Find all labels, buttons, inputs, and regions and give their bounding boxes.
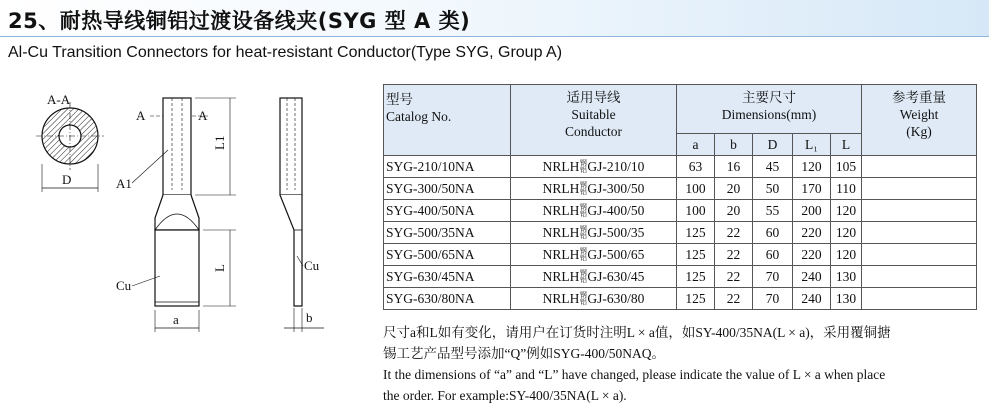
dim-a-cell: 125: [677, 222, 715, 244]
dim-l-cell: 120: [831, 200, 862, 222]
sub-header-l: L: [831, 134, 862, 156]
catalog-cell: SYG-500/65NA: [384, 244, 511, 266]
conductor-prefix: NRLH: [542, 180, 580, 196]
a1-label: A1: [116, 176, 132, 191]
steel-mark: 钢: [579, 181, 587, 190]
weight-cell: [862, 156, 977, 178]
dimensions-header-cn: 主要尺寸: [742, 90, 797, 105]
table-row: [384, 222, 977, 244]
dim-l1-cell: 220: [793, 222, 831, 244]
aluminum-mark: 铝: [579, 166, 587, 175]
table-row: [384, 244, 977, 266]
aluminum-mark: 铝: [579, 232, 587, 241]
sub-header-l1: L₁: [793, 134, 831, 156]
conductor-prefix: NRLH: [542, 290, 580, 306]
cut-label-left: A: [136, 108, 146, 123]
steel-mark: 钢: [579, 159, 587, 168]
cu-label-right: Cu: [304, 258, 320, 273]
dim-l1-cell: 240: [793, 288, 831, 310]
dim-l-cell: 130: [831, 266, 862, 288]
conductor-cell: [511, 288, 677, 310]
l-label: L: [212, 264, 227, 272]
conductor-cell: [511, 200, 677, 222]
conductor-header: [511, 85, 677, 156]
conductor-suffix: GJ-210/10: [587, 158, 645, 174]
dim-a-cell: 63: [677, 156, 715, 178]
cu-label-left: Cu: [116, 278, 132, 293]
steel-mark: 钢: [579, 203, 587, 212]
conductor-prefix: NRLH: [542, 158, 580, 174]
dim-d-cell: 60: [753, 244, 793, 266]
page-title: 25、耐热导线铜铝过渡设备线夹(SYG 型 A 类): [8, 9, 471, 33]
table-row: [384, 200, 977, 222]
conductor-suffix: GJ-500/65: [587, 246, 645, 262]
aluminum-mark: 铝: [579, 276, 587, 285]
section-label: A-A: [47, 92, 71, 107]
catalog-header: [384, 85, 511, 156]
dim-l-cell: 110: [831, 178, 862, 200]
dim-a-cell: 125: [677, 266, 715, 288]
conductor-cell: [511, 178, 677, 200]
dim-l-cell: 105: [831, 156, 862, 178]
table-header-row: [384, 85, 977, 134]
sub-header-d: D: [753, 134, 793, 156]
side-view: [280, 98, 324, 332]
weight-cell: [862, 288, 977, 310]
catalog-cell: SYG-300/50NA: [384, 178, 511, 200]
dim-l1-cell: 240: [793, 266, 831, 288]
conductor-cell: [511, 222, 677, 244]
steel-mark: 钢: [579, 291, 587, 300]
weight-cell: [862, 200, 977, 222]
dim-l1-cell: 220: [793, 244, 831, 266]
conductor-header-cn: 适用导线: [566, 90, 621, 105]
steel-mark: 钢: [579, 225, 587, 234]
notes: [383, 322, 983, 406]
conductor-cell: [511, 156, 677, 178]
dim-l1-cell: 120: [793, 156, 831, 178]
catalog-header-en: Catalog No.: [386, 109, 452, 124]
b-dimension-label: b: [306, 310, 313, 325]
dim-l1-cell: 200: [793, 200, 831, 222]
table-row: [384, 178, 977, 200]
dim-l-cell: 120: [831, 222, 862, 244]
conductor-suffix: GJ-300/50: [587, 180, 645, 196]
note-cn-line1: 尺寸a和L如有变化，请用户在订货时注明L × a值，如SY-400/35NA(L × a)，采用覆铜搪: [383, 325, 891, 340]
a-dimension-label: a: [173, 312, 179, 327]
conductor-prefix: NRLH: [542, 246, 580, 262]
catalog-cell: SYG-630/45NA: [384, 266, 511, 288]
weight-cell: [862, 266, 977, 288]
front-view: [116, 98, 236, 332]
dim-b-cell: 20: [715, 200, 753, 222]
sub-header-b: b: [715, 134, 753, 156]
dim-d-cell: 60: [753, 222, 793, 244]
note-en-line1: It the dimensions of “a” and “L” have changed, please indicate the value of L × a when place: [383, 367, 886, 382]
table-row: [384, 156, 977, 178]
dim-a-cell: 100: [677, 200, 715, 222]
conductor-prefix: NRLH: [542, 268, 580, 284]
conductor-suffix: GJ-630/45: [587, 268, 645, 284]
conductor-suffix: GJ-630/80: [587, 290, 645, 306]
weight-header-en1: Weight: [899, 107, 939, 122]
weight-cell: [862, 244, 977, 266]
dim-l1-cell: 170: [793, 178, 831, 200]
catalog-cell: SYG-630/80NA: [384, 288, 511, 310]
table-row: [384, 266, 977, 288]
conductor-header-en2: Conductor: [565, 124, 622, 139]
steel-mark: 钢: [579, 269, 587, 278]
aluminum-mark: 铝: [579, 298, 587, 307]
spec-table: [383, 84, 977, 310]
l1-label: L1: [212, 135, 227, 150]
diameter-label: D: [62, 172, 72, 187]
dim-b-cell: 22: [715, 288, 753, 310]
weight-header-en2: (Kg): [906, 124, 932, 139]
conductor-header-en1: Suitable: [571, 107, 616, 122]
weight-header: [862, 85, 977, 156]
dim-d-cell: 45: [753, 156, 793, 178]
weight-header-cn: 参考重量: [892, 90, 947, 105]
technical-drawing: [0, 80, 375, 340]
note-en-line2: the order. For example:SY-400/35NA(L × a).: [383, 388, 627, 403]
dim-l-cell: 120: [831, 244, 862, 266]
dimensions-header: [677, 85, 862, 134]
conductor-cell: [511, 266, 677, 288]
dim-b-cell: 20: [715, 178, 753, 200]
section-view: [36, 92, 104, 192]
dim-a-cell: 125: [677, 244, 715, 266]
conductor-suffix: GJ-500/35: [587, 224, 645, 240]
catalog-cell: SYG-210/10NA: [384, 156, 511, 178]
catalog-cell: SYG-400/50NA: [384, 200, 511, 222]
spec-table-body: [384, 156, 977, 310]
sub-header-a: a: [677, 134, 715, 156]
cut-label-right: A: [198, 108, 208, 123]
dim-d-cell: 50: [753, 178, 793, 200]
page-subtitle: Al-Cu Transition Connectors for heat-resistant Conductor(Type SYG, Group A): [8, 44, 563, 61]
dim-b-cell: 16: [715, 156, 753, 178]
conductor-prefix: NRLH: [542, 202, 580, 218]
conductor-cell: [511, 244, 677, 266]
conductor-prefix: NRLH: [542, 224, 580, 240]
weight-cell: [862, 178, 977, 200]
note-cn-line2: 锡工艺产品型号添加“Q”例如SYG-400/50NAQ。: [383, 346, 665, 361]
weight-cell: [862, 222, 977, 244]
aluminum-mark: 铝: [579, 188, 587, 197]
dim-d-cell: 70: [753, 266, 793, 288]
steel-mark: 钢: [579, 247, 587, 256]
catalog-cell: SYG-500/35NA: [384, 222, 511, 244]
catalog-header-cn: 型号: [386, 92, 413, 107]
dim-b-cell: 22: [715, 244, 753, 266]
dim-a-cell: 125: [677, 288, 715, 310]
dimensions-header-en: Dimensions(mm): [721, 107, 817, 122]
table-row: [384, 288, 977, 310]
dim-a-cell: 100: [677, 178, 715, 200]
dim-d-cell: 70: [753, 288, 793, 310]
conductor-suffix: GJ-400/50: [587, 202, 645, 218]
aluminum-mark: 铝: [579, 210, 587, 219]
dim-b-cell: 22: [715, 222, 753, 244]
dim-l-cell: 130: [831, 288, 862, 310]
dim-d-cell: 55: [753, 200, 793, 222]
aluminum-mark: 铝: [579, 254, 587, 263]
dim-b-cell: 22: [715, 266, 753, 288]
